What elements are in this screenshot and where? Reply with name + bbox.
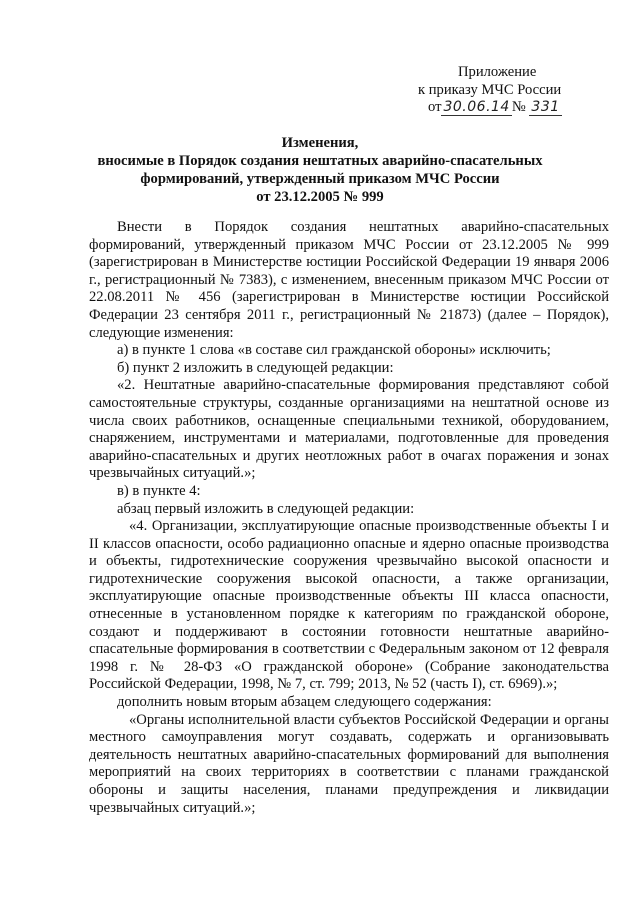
quote-new-paragraph: «Органы исполнительной власти субъектов Российской Федерации и органы местного самоуправления могут создавать, содержать и организовывать деятельность нештатных аварийно-спасательных формирований для выполнения мероприятий на своих территориях в соответствии с планами гражданской обороны и защиты населения, планами предупреждения и ликвидации чрезвычайных ситуаций.»; — [89, 711, 609, 816]
item-c-paragraph-2: дополнить новым вторым абзацем следующего содержания: — [117, 694, 492, 711]
document-body — [89, 219, 609, 817]
item-b: б) пункт 2 изложить в следующей редакции: — [117, 359, 394, 376]
from-label: от — [428, 99, 442, 116]
appendix-order-ref: к приказу МЧС России — [418, 81, 562, 98]
number-label: № — [511, 99, 526, 116]
title-line-4: от 23.12.2005 № 999 — [256, 189, 384, 205]
intro-paragraph: Внести в Порядок создания нештатных аварийно-спасательных формирований, утвержденный приказом МЧС России от 23.12.2005 № 999 (зарегистрирован в Министерстве юстиции Российской Федерации 19 января 2006 г., регистрационный № 7383), с изменением, внесенным приказом МЧС России от 22.08.2011 № 456 (зарегистрирован в Министерстве юстиции Российской Федерации 23 сентября 2011 г., регистрационный № 21873) (далее – Порядок), следующие изменения: — [89, 219, 609, 341]
appendix-date-number — [428, 99, 568, 117]
item-c-paragraph-1: абзац первый изложить в следующей редакции: — [117, 500, 415, 517]
quote-point-2: «2. Нештатные аварийно-спасательные формирования представляют собой самостоятельные структуры, созданные организациями на нештатной основе из числа своих работников, оснащенные специальными техникой, оборудованием, снаряжением, инструментами и материалами, подготовленные для проведения аварийно-спасательных и других неотложных работ в очагах поражения и зонах чрезвычайных ситуаций.»; — [89, 377, 609, 482]
appendix-header — [418, 64, 568, 117]
document-title — [90, 134, 550, 206]
title-line-1: Изменения, — [281, 135, 359, 151]
item-c: в) в пункте 4: — [117, 482, 201, 499]
handwritten-date: 30.06.14 — [443, 99, 510, 116]
title-line-2: вносимые в Порядок создания нештатных аварийно-спасательных — [97, 153, 543, 169]
quote-point-4: «4. Организации, эксплуатирующие опасные производственные объекты I и II классов опасности, особо радиационно опасные и ядерно опасные производства и объекты, гидротехнические сооружения чрезвычайно высокой опасности и гидротехнические сооружения высокой опасности, а также организации, эксплуатирующие опасные производственные объекты III класса опасности, отнесенные в установленном порядке к категориям по гражданской обороне, создают и поддерживают в состоянии готовности нештатные аварийно-спасательные формирования в соответствии с Федеральным законом от 12 февраля 1998 г. № 28-ФЗ «О гражданской обороне» (Собрание законодательства Российской Федерации, 1998, № 7, ст. 799; 2013, № 52 (часть I), ст. 6969).»; — [89, 518, 609, 693]
handwritten-number: 331 — [531, 99, 560, 116]
title-line-3: формирований, утвержденный приказом МЧС России — [140, 171, 500, 187]
item-a: а) в пункте 1 слова «в составе сил гражданской обороны» исключить; — [117, 342, 551, 359]
appendix-title: Приложение — [458, 64, 537, 80]
